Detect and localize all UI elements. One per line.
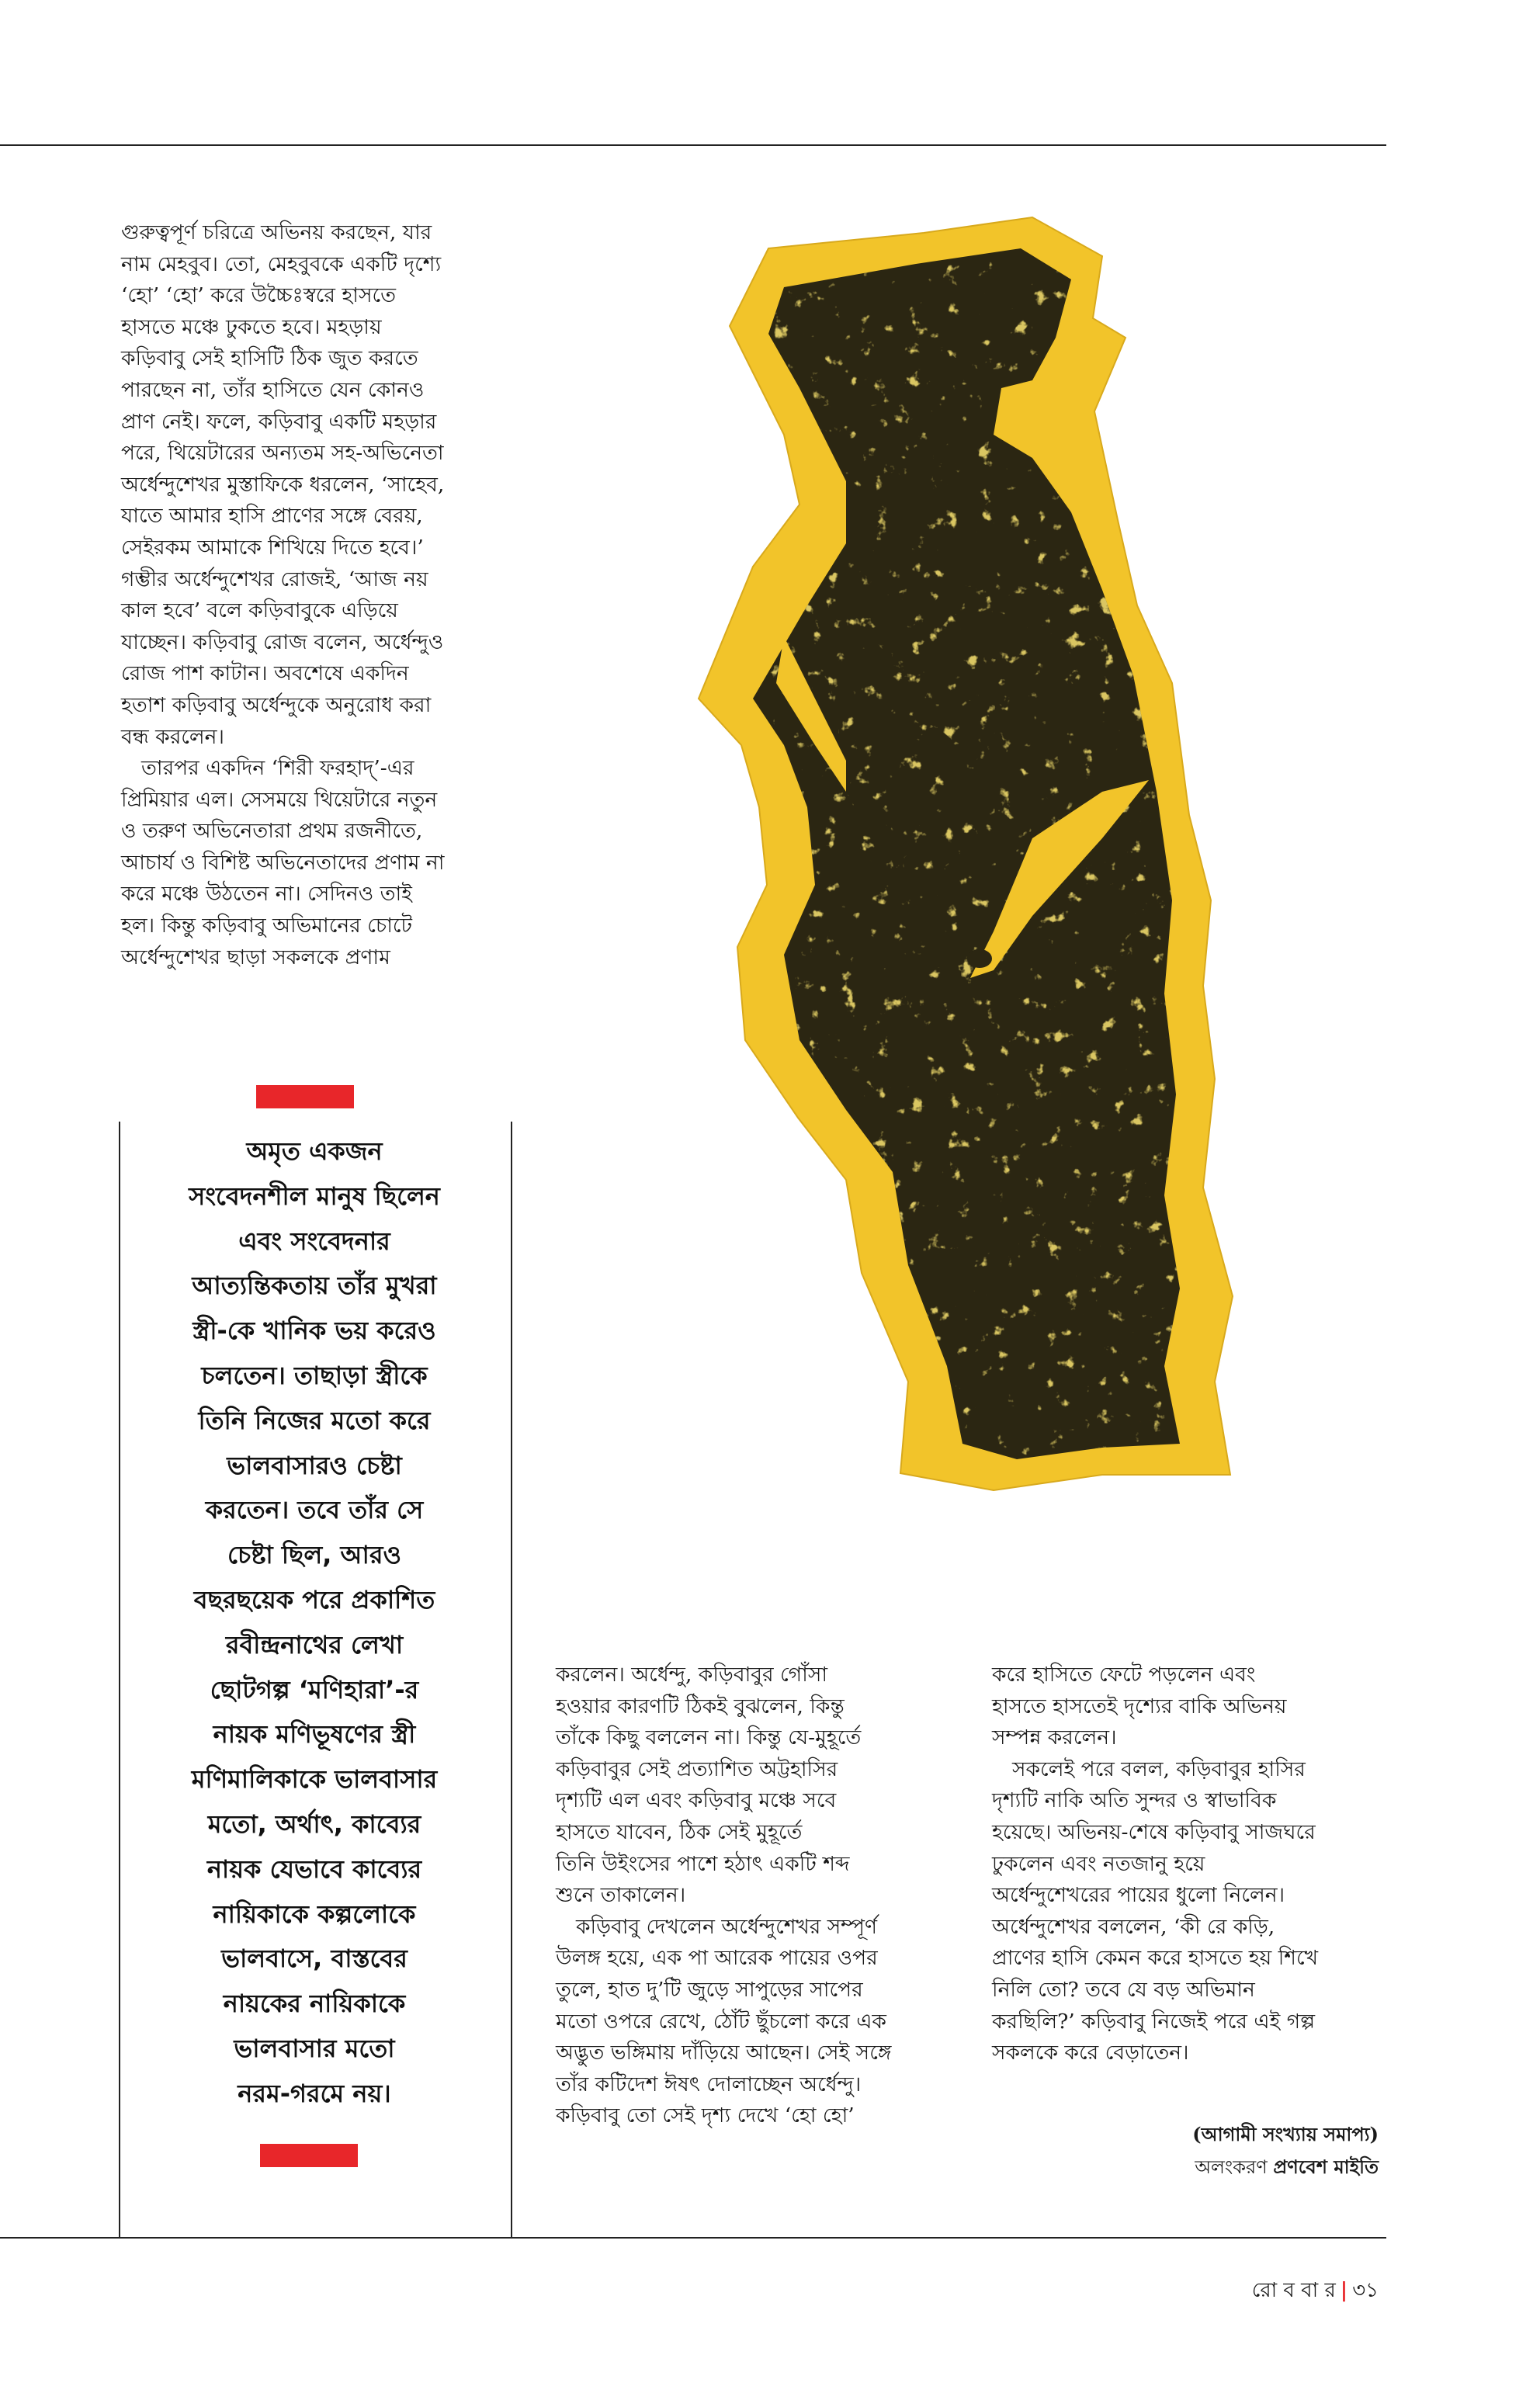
text-line: রোজ পাশ কাটান। অবশেষে একদিন: [121, 661, 409, 686]
text-line: পরে, থিয়েটারের অন্যতম সহ-অভিনেতা: [121, 441, 444, 466]
text-line: চেষ্টা ছিল, আরও: [227, 1540, 402, 1570]
text-line: করে হাসিতে ফেটে পড়লেন এবং: [992, 1663, 1256, 1687]
illustration-credit: [1195, 2152, 1379, 2183]
text-line: তিনি উইংসের পাশে হঠাৎ একটি শব্দ: [556, 1851, 850, 1876]
text-line: চলতেন। তাছাড়া স্ত্রীকে: [201, 1360, 428, 1390]
text-line: সকলকে করে বেড়াতেন।: [992, 2041, 1189, 2065]
text-line: হওয়ার কারণটি ঠিকই বুঝলেন, কিন্তু: [556, 1694, 845, 1718]
text-line: অদ্ভুত ভঙ্গিমায় দাঁড়িয়ে আছেন। সেই সঙ্গে: [556, 2041, 892, 2065]
text-line: তারপর একদিন ‘শিরী ফরহাদ্’-এর: [141, 756, 414, 781]
text-line: হাসতে যাবেন, ঠিক সেই মুহূর্তে: [556, 1819, 803, 1844]
text-line: শুনে তাকালেন।: [556, 1883, 686, 1908]
left-vertical-rule: [119, 1122, 120, 2237]
text-line: অমৃত একজন: [246, 1136, 383, 1166]
text-line: সংবেদনশীল মানুষ ছিলেন: [189, 1181, 440, 1211]
text-line: প্রাণের হাসি কেমন করে হাসতে হয় শিখে: [992, 1946, 1319, 1971]
text-line: কড়িবাবুর সেই প্রত্যাশিত অট্টহাসির: [556, 1757, 838, 1781]
text-line: হাসতে হাসতেই দৃশ্যের বাকি অভিনয়: [992, 1694, 1287, 1718]
text-line: করে মঞ্চে উঠতেন না। সেদিনও তাই: [121, 882, 412, 907]
hand-mark: [967, 949, 992, 968]
text-line: তুলে, হাত দু’টি জুড়ে সাপুড়ের সাপের: [556, 1977, 863, 2002]
text-line: নায়কের নায়িকাকে: [223, 1989, 406, 2019]
pull-quote-bottom-bar: [260, 2144, 358, 2167]
text-line: কড়িবাবু তো সেই দৃশ্য দেখে ‘হো হো’: [556, 2103, 855, 2128]
text-line: যাতে আমার হাসি প্রাণের সঙ্গে বেরয়,: [121, 504, 423, 529]
text-line: হয়েছে। অভিনয়-শেষে কড়িবাবু সাজঘরে: [992, 1819, 1316, 1844]
text-line: ভালবাসার মতো: [234, 2033, 395, 2063]
text-line: কাল হবে’ বলে কড়িবাবুকে এড়িয়ে: [121, 598, 398, 623]
text-line: অর্ধেন্দুশেখর বললেন, ‘কী রে কড়ি,: [992, 1914, 1275, 1939]
text-line: করলেন। অর্ধেন্দু, কড়িবাবুর গোঁসা: [556, 1663, 828, 1687]
bottom-rule: [0, 2237, 1386, 2239]
text-line: স্ত্রী-কে খানিক ভয় করেও: [192, 1316, 436, 1346]
text-line: মণিমালিকাকে ভালবাসার: [191, 1764, 438, 1795]
text-line: কড়িবাবু দেখলেন অর্ধেন্দুশেখর সম্পূর্ণ: [576, 1914, 878, 1939]
text-line: বছরছয়েক পরে প্রকাশিত: [193, 1584, 435, 1614]
top-rule: [0, 144, 1386, 146]
text-line: হাসতে মঞ্চে ঢুকতে হবে। মহড়ায়: [121, 314, 382, 339]
text-line: হল। কিন্তু কড়িবাবু অভিমানের চোটে: [121, 914, 412, 938]
continued-note: (আগামী সংখ্যায় সমাপ্য): [1192, 2123, 1379, 2145]
text-line: গম্ভীর অর্ধেন্দুশেখর রোজই, ‘আজ নয়: [121, 567, 428, 591]
text-line: পারছেন না, তাঁর হাসিতে যেন কোনও: [121, 377, 425, 402]
text-line: বন্ধ করলেন।: [121, 724, 224, 749]
text-line: মতো, অর্থাৎ, কাব্যের: [207, 1809, 421, 1839]
page-folio: [1252, 2274, 1379, 2308]
text-line: রবীন্দ্রনাথের লেখা: [225, 1629, 404, 1659]
text-line: দৃশ্যটি নাকি অতি সুন্দর ও স্বাভাবিক: [992, 1788, 1277, 1813]
middle-column: [556, 1659, 891, 2132]
right-column: [992, 1659, 1318, 2069]
text-line: সকলেই পরে বলল, কড়িবাবুর হাসির: [1012, 1757, 1306, 1781]
text-line: আত্যন্তিকতায় তাঁর মুখরা: [192, 1271, 437, 1301]
text-line: দৃশ্যটি এল এবং কড়িবাবু মঞ্চে সবে: [556, 1788, 837, 1813]
credit-name: প্রণবেশ মাইতি: [1273, 2155, 1379, 2178]
left-column: [121, 217, 444, 973]
folio-separator: |: [1340, 2279, 1348, 2302]
text-line: কড়িবাবু সেই হাসিটি ঠিক জুত করতে: [121, 346, 418, 371]
text-line: তাঁকে কিছু বললেন না। কিন্তু যে-মুহূর্তে: [556, 1725, 862, 1750]
text-line: এবং সংবেদনার: [238, 1226, 390, 1256]
figure-illustration: [668, 202, 1257, 1614]
folio-name: রো ব বা র: [1251, 2279, 1336, 2302]
credit-label: অলংকরণ: [1195, 2156, 1268, 2178]
folio-page-number: ৩১: [1352, 2279, 1379, 2302]
text-line: সম্পন্ন করলেন।: [992, 1725, 1117, 1750]
text-line: অর্ধেন্দুশেখরের পায়ের ধুলো নিলেন।: [992, 1883, 1285, 1908]
text-line: যাচ্ছেন। কড়িবাবু রোজ বলেন, অর্ধেন্দুও: [121, 629, 444, 654]
text-line: নায়ক যেভাবে কাব্যের: [206, 1854, 422, 1884]
text-line: ও তরুণ অভিনেতারা প্রথম রজনীতে,: [121, 819, 423, 844]
text-line: তাঁর কটিদেশ ঈষৎ দোলাচ্ছেন অর্ধেন্দু।: [556, 2072, 862, 2096]
text-line: অর্ধেন্দুশেখর ছাড়া সকলকে প্রণাম: [121, 945, 390, 969]
middle-vertical-rule: [511, 1122, 512, 2237]
text-line: ভালবাসে, বাস্তবের: [221, 1944, 408, 1974]
text-line: নিলি তো? তবে যে বড় অভিমান: [992, 1977, 1255, 2002]
text-line: করতেন। তবে তাঁর সে: [205, 1495, 424, 1525]
text-line: করছিলি?’ কড়িবাবু নিজেই পরে এই গল্প: [992, 2009, 1316, 2034]
pull-quote-top-bar: [256, 1085, 354, 1108]
text-line: নরম-গরমে নয়।: [238, 2078, 391, 2108]
text-line: প্রিমিয়ার এল। সেসময়ে থিয়েটারে নতুন: [121, 787, 438, 812]
text-line: ঢুকলেন এবং নতজানু হয়ে: [992, 1851, 1205, 1876]
pull-quote: [124, 1129, 505, 2117]
text-line: মতো ওপরে রেখে, ঠোঁট ছুঁচলো করে এক: [556, 2009, 886, 2034]
text-line: নাম মেহবুব। তো, মেহবুবকে একটি দৃশ্যে: [121, 251, 442, 276]
text-line: ছোটগল্প ‘মণিহারা’-র: [210, 1674, 419, 1705]
text-line: ভালবাসারও চেষ্টা: [227, 1450, 402, 1480]
text-line: ‘হো’ ‘হো’ করে উচ্চৈঃস্বরে হাসতে: [121, 283, 397, 308]
text-line: প্রাণ নেই। ফলে, কড়িবাবু একটি মহড়ার: [121, 409, 437, 434]
text-line: নায়ক মণিভূষণের স্ত্রী: [213, 1719, 416, 1750]
text-line: গুরুত্বপূর্ণ চরিত্রে অভিনয় করছেন, যার: [121, 220, 432, 245]
text-line: সেইরকম আমাকে শিখিয়ে দিতে হবে।’: [121, 535, 424, 560]
text-line: হতাশ কড়িবাবু অর্ধেন্দুকে অনুরোধ করা: [121, 692, 432, 717]
text-line: উলঙ্গ হয়ে, এক পা আরেক পায়ের ওপর: [556, 1946, 878, 1971]
text-line: নায়িকাকে কল্পলোকে: [213, 1899, 416, 1929]
text-line: আচার্য ও বিশিষ্ট অভিনেতাদের প্রণাম না: [121, 850, 445, 875]
text-line: তিনি নিজের মতো করে: [198, 1405, 431, 1435]
text-line: অর্ধেন্দুশেখর মুস্তাফিকে ধরলেন, ‘সাহেব,: [121, 472, 445, 497]
